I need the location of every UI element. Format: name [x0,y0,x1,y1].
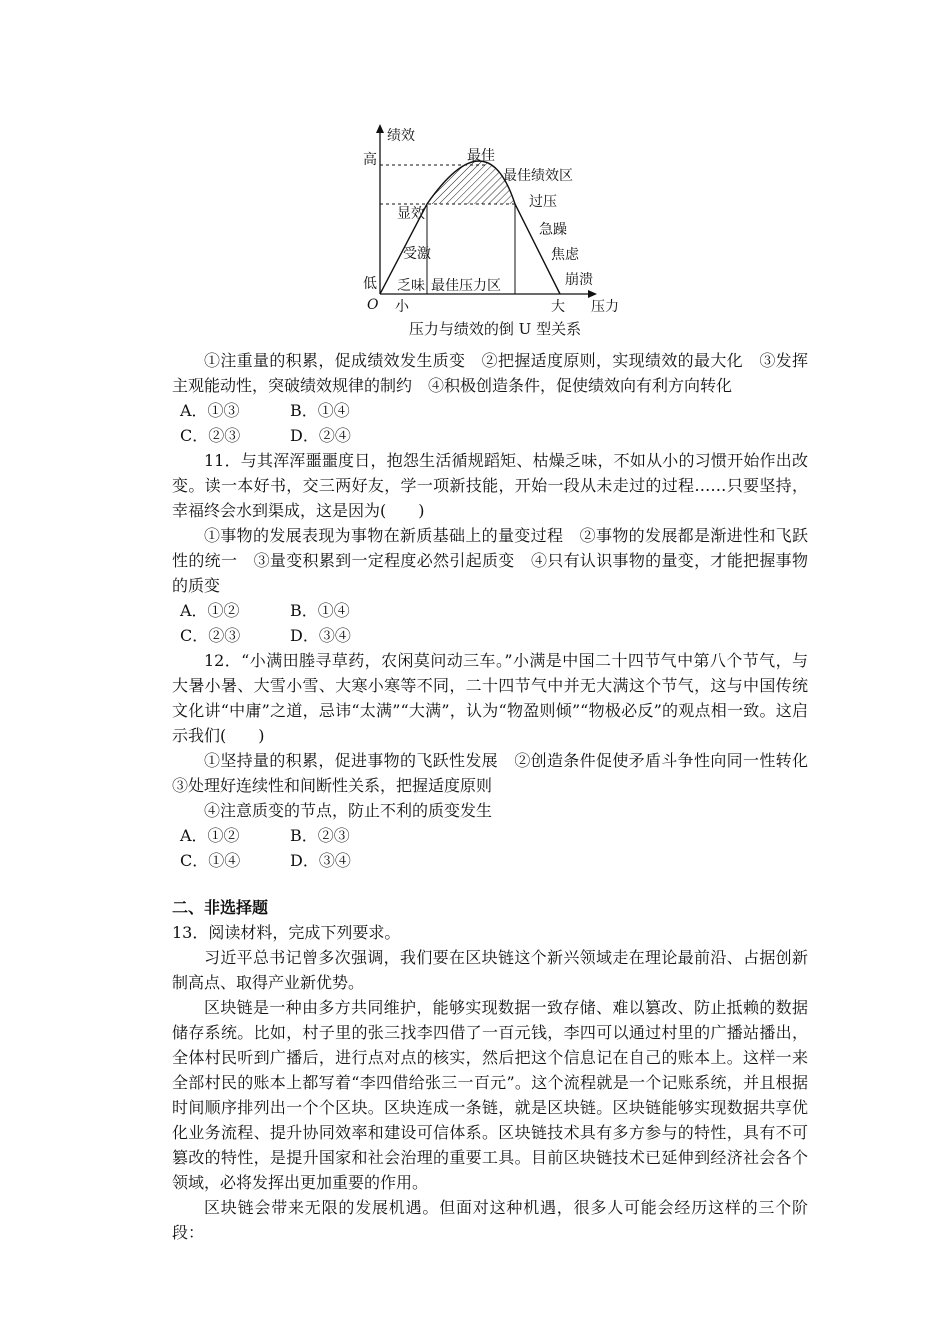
q12-options-row2 [172,848,808,873]
q10-option-b[interactable]: B．①④ [290,401,350,420]
q11-option-c[interactable]: C．②③ [180,626,241,645]
section-gap [172,873,808,895]
x-small-label: 小 [395,299,409,315]
best-pressure-zone-label: 最佳压力区 [431,278,501,294]
material-para-2: 区块链是一种由多方共同维护，能够实现数据一致存储、难以篡改、防止抵赖的数据储存系统。比如，村子里的张三找李四借了一百元钱，李四可以通过村里的广播站播出，全体村民听到广播后，进行点对点的核实，然后把这个信息记在自己的账本上。这样一来全部村民的账本上都写着“李四借给张三一百元”。这个流程就是一个记账系统，并且根据时间顺序排列出一个个区块。区块连成一条链，就是区块链。区块链能够实现数据共享优化业务流程、提升协同效率和建设可信体系。区块链技术具有多方参与的特性，具有不可篡改的特性，是提升国家和社会治理的重要工具。目前区块链技术已延伸到经济社会各个领域，必将发挥出更加重要的作用。 [172,998,808,1192]
material-para-1: 习近平总书记曾多次强调，我们要在区块链这个新兴领域走在理论最前沿、占据创新制高点、取得产业新优势。 [172,948,808,992]
q10-option-a[interactable]: A．①③ [180,401,240,420]
peak-label: 最佳 [467,148,495,164]
high-label: 高 [363,152,377,168]
section-title: 二、非选择题 [172,898,269,917]
q10-options-row1 [172,398,808,423]
overpressure-label: 过压 [529,194,557,210]
low-label: 低 [363,276,377,292]
q12-options-row1 [172,823,808,848]
collapse-label: 崩溃 [565,272,593,288]
q11-stem: 11．与其浑浑噩噩度日，抱怨生活循规蹈矩、枯燥乏味，不如从小的习惯开始作出改变。读一本好书，交三两好友，学一项新技能，开始一段从未走过的过程……只要坚持，幸福终会水到渠成，这是因为( ) [172,451,808,520]
q10-option-c[interactable]: C．②③ [180,426,241,445]
dull-label: 乏味 [397,278,425,294]
q11-option-a[interactable]: A．①② [180,601,240,620]
q10-option-d[interactable]: D．②④ [290,426,351,445]
q12-option-c[interactable]: C．①④ [180,851,241,870]
q11-option-d[interactable]: D．③④ [290,626,351,645]
origin-label: O [367,297,379,313]
stimulated-label: 受激 [403,246,431,262]
q10-statements: ①注重量的积累，促成绩效发生质变 ②把握适度原则，实现绩效的最大化 ③发挥主观能动性，突破绩效规律的制约 ④积极创造条件，促使绩效向有利方向转化 [172,351,808,395]
q12-statements-1: ①坚持量的积累，促进事物的飞跃性发展 ②创造条件促使矛盾斗争性向同一性转化 ③处理好连续性和间断性关系，把握适度原则 [172,751,825,795]
anxious-label: 急躁 [539,222,567,238]
q11-options-row1 [172,598,808,623]
q12-option-b[interactable]: B．②③ [290,826,350,845]
question-content [172,348,825,1245]
q10-options-row2 [172,423,808,448]
y-axis-arrow [376,124,384,133]
best-zone-label: 最佳绩效区 [503,168,573,184]
figure-caption: 压力与绩效的倒 U 型关系 [408,320,582,338]
x-large-label: 大 [551,299,565,315]
pressure-performance-figure [355,118,635,346]
material-para-3: 区块链会带来无限的发展机遇。但面对这种机遇，很多人可能会经历这样的三个阶段： [172,1198,808,1242]
best-zone-hatch [427,161,515,204]
q12-statements-2: ④注意质变的节点，防止不利的质变发生 [204,801,493,820]
y-axis-title: 绩效 [387,128,415,144]
q11-option-b[interactable]: B．①④ [290,601,350,620]
q11-options-row2 [172,623,808,648]
inverted-u-chart [355,118,635,318]
q13-stem: 13．阅读材料，完成下列要求。 [172,923,401,942]
q11-statements: ①事物的发展表现为事物在新质基础上的量变过程 ②事物的发展都是渐进性和飞跃性的统一 ③量变积累到一定程度必然引起质变 ④只有认识事物的量变，才能把握事物的质变 [172,526,808,595]
x-axis-title: 压力 [591,299,619,315]
q12-option-d[interactable]: D．③④ [290,851,351,870]
effective-label: 显效 [397,206,425,222]
worried-label: 焦虑 [551,247,579,263]
q12-stem: 12．“小满田塍寻草药，农闲莫问动三车。”小满是中国二十四节气中第八个节气，与大暑小暑、大雪小雪、大寒小寒等不同，二十四节气中并无大满这个节气，这与中国传统文化讲“中庸”之道，忌讳“太满”“大满”，认为“物盈则倾”“物极必反”的观点相一致。这启示我们( ) [172,651,808,745]
q12-option-a[interactable]: A．①② [180,826,240,845]
x-axis-arrow [588,290,597,298]
